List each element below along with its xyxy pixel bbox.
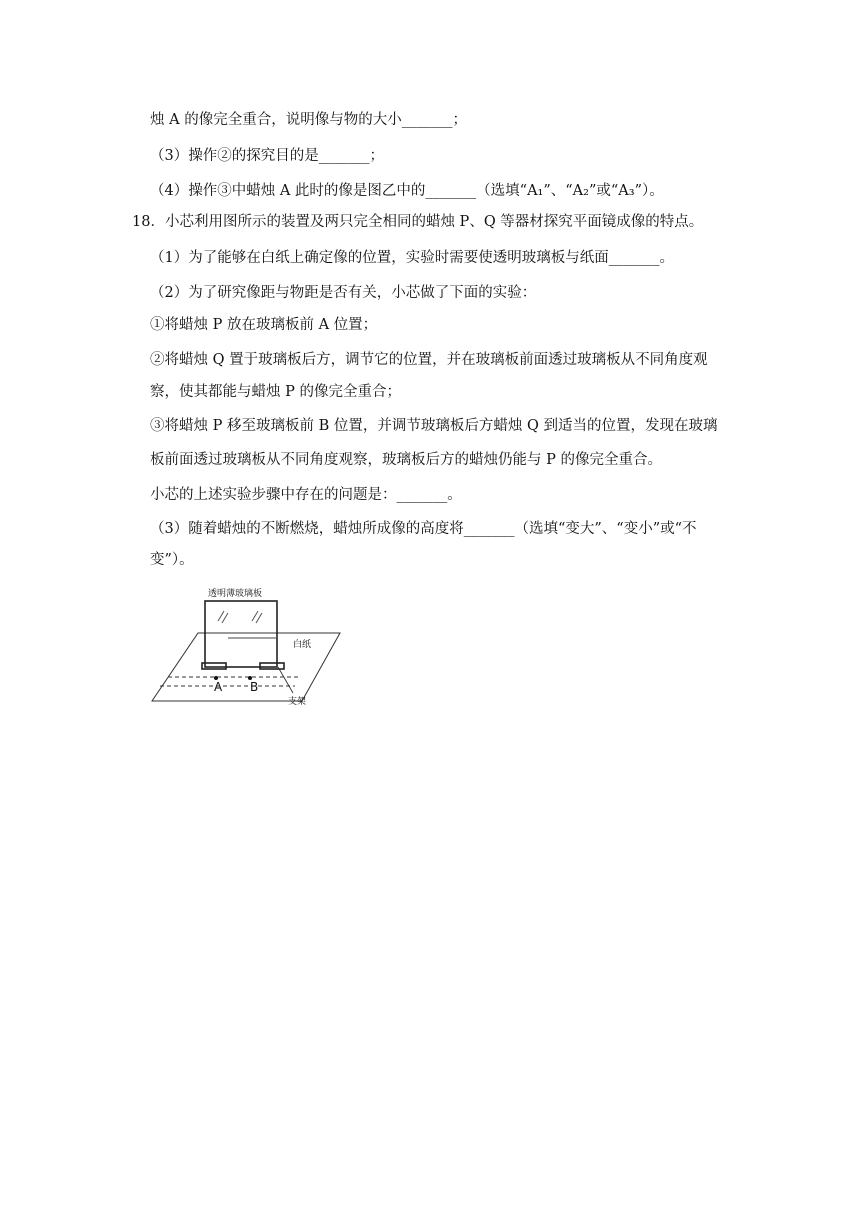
text-line-6: （2）为了研究像距与物距是否有关，小芯做了下面的实验： (150, 285, 537, 301)
text-line-10: ③将蜡烛 P 移至玻璃板前 B 位置，并调节玻璃板后方蜡烛 Q 到适当的位置，发现在玻璃 (150, 418, 718, 434)
mirror-experiment-figure (150, 583, 350, 708)
text-line-12: 小芯的上述实验步骤中存在的问题是：_______。 (150, 487, 462, 503)
mirror-setup-diagram (150, 583, 350, 708)
stand-right (260, 663, 284, 669)
text-line-2: （3）操作②的探究目的是_______； (150, 148, 384, 164)
glass-plate (205, 601, 277, 667)
text-line-9: 察，使其都能与蜡烛 P 的像完全重合； (150, 384, 401, 400)
stand-label: 支架 (288, 697, 307, 707)
text-line-13: （3）随着蜡烛的不断燃烧，蜡烛所成像的高度将_______（选填“变大”、“变小”或“不 (150, 521, 697, 537)
point-a-label: A (214, 680, 223, 694)
text-line-1: 烛 A 的像完全重合，说明像与物的大小_______； (150, 112, 467, 128)
paper-label: 白纸 (293, 640, 312, 650)
text-line-11: 板前面透过玻璃板从不同角度观察，玻璃板后方的蜡烛仍能与 P 的像完全重合。 (150, 452, 662, 468)
question-18-title: 18．小芯利用图所示的装置及两只完全相同的蜡烛 P、Q 等器材探究平面镜成像的特点。 (132, 214, 704, 230)
point-b-label: B (250, 680, 259, 694)
text-line-14: 变”）。 (150, 552, 194, 568)
text-line-7: ①将蜡烛 P 放在玻璃板前 A 位置； (150, 317, 378, 333)
text-line-8: ②将蜡烛 Q 置于玻璃板后方，调节它的位置，并在玻璃板前面透过玻璃板从不同角度观 (150, 352, 708, 368)
text-line-3: （4）操作③中蜡烛 A 此时的像是图乙中的_______（选填“A₁”、“A₂”或“A₃”）。 (150, 183, 664, 199)
text-line-5: （1）为了能够在白纸上确定像的位置，实验时需要使透明玻璃板与纸面_______。 (150, 250, 674, 266)
glass-label: 透明薄玻璃板 (208, 589, 263, 599)
